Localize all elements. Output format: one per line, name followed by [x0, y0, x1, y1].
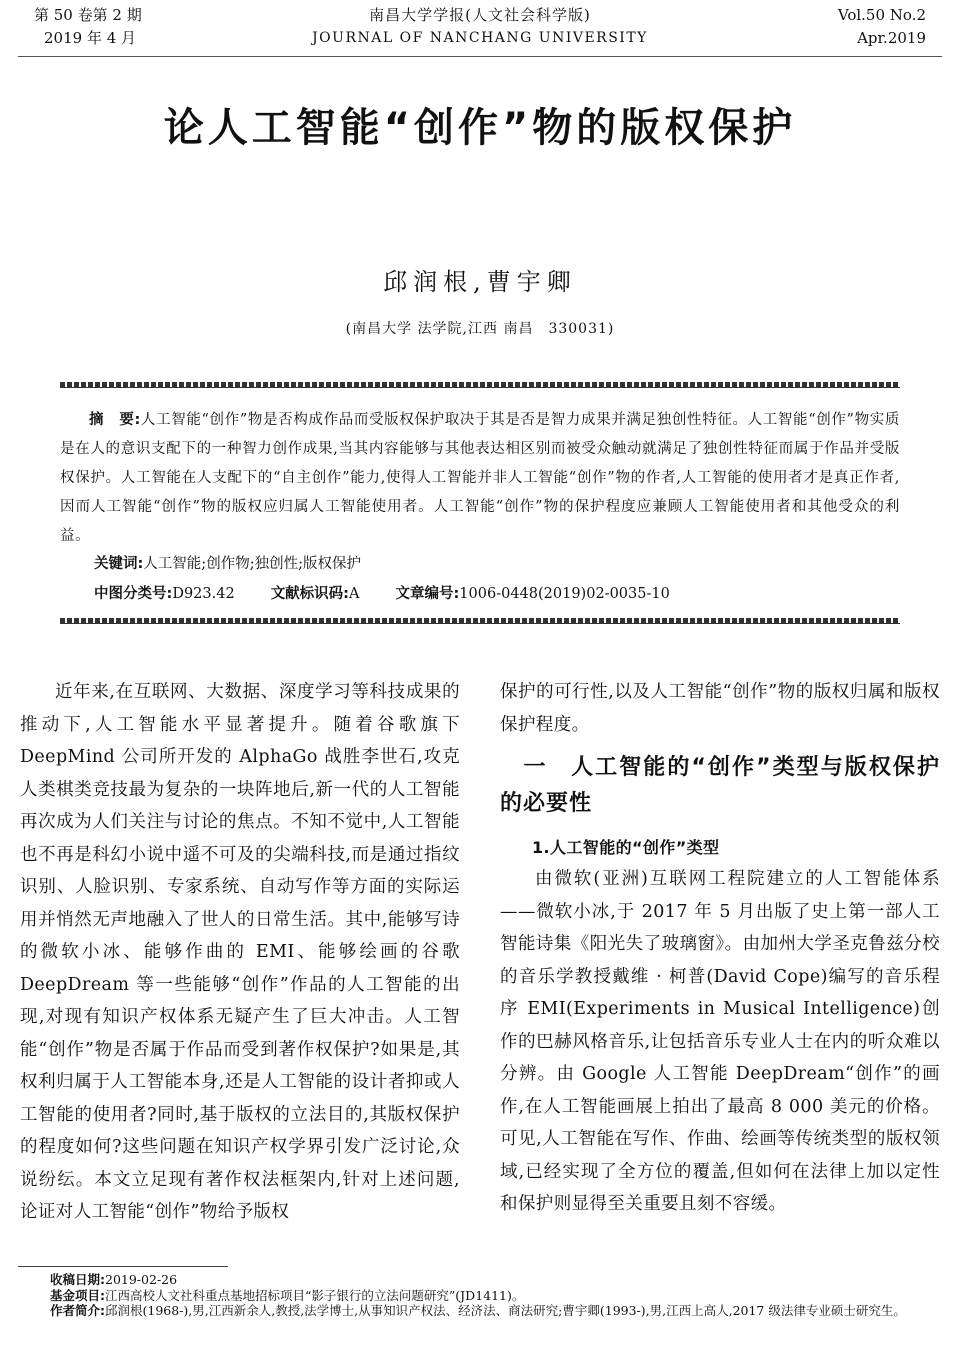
- abstract-top-divider: [60, 382, 900, 388]
- clc-label: 中图分类号:: [94, 586, 173, 602]
- doc-code-label: 文献标识码:: [270, 586, 349, 602]
- received-label: 收稿日期:: [50, 1272, 105, 1287]
- keywords-label: 关键词:: [94, 556, 144, 572]
- article-number-value: 1006-0448(2019)02-0035-10: [459, 586, 670, 602]
- section-number: 一: [523, 755, 547, 780]
- subsection-heading: 1.人工智能的“创作”类型: [532, 838, 720, 857]
- section-heading: [500, 750, 940, 822]
- abstract-label: 摘 要:: [89, 412, 141, 428]
- footnote-rule: [18, 1266, 228, 1267]
- header-rule: [18, 56, 942, 57]
- author-bio-label: 作者简介:: [50, 1303, 105, 1318]
- received-value: 2019-02-26: [105, 1272, 178, 1287]
- header-volume-en-block: [838, 4, 926, 50]
- subsection-paragraph: 由微软(亚洲)互联网工程院建立的人工智能体系——微软小冰,于 2017 年 5 月出版了史上第一部人工智能诗集《阳光失了玻璃窗》。由加州大学圣克鲁兹分校的音乐学教授戴维 · 柯普(David Cope)编写的音乐程序 EMI(Experiments in Musical Intelligence)创作的巴赫风格音乐,让包括音乐专业人士在内的听众难以分辨。由 Google 人工智能 DeepDream“创作”的画作,在人工智能画展上拍出了最高 8 000 美元的价格。可见,人工智能在写作、作曲、绘画等传统类型的版权领域,已经实现了全方位的覆盖,但如何在法律上加以定性和保护则显得至关重要且刻不容缓。: [500, 869, 940, 1214]
- abstract-bottom-divider: [60, 618, 900, 624]
- footnote-fund: [50, 1288, 950, 1304]
- footnote-received: [50, 1272, 950, 1288]
- header-date-en: Apr.2019: [857, 29, 926, 47]
- header-journal-cn: 南昌大学学报(人文社会科学版): [369, 6, 591, 24]
- fund-value: 江西高校人文社科重点基地招标项目“影子银行的立法问题研究”(JD1411)。: [105, 1287, 525, 1303]
- footnotes: [50, 1272, 950, 1319]
- header-volume-cn: 第 50 卷第 2 期: [34, 6, 142, 24]
- fund-label: 基金项目:: [50, 1287, 105, 1303]
- header-volume-en: Vol.50 No.2: [837, 6, 926, 24]
- header-journal-en: JOURNAL OF NANCHANG UNIVERSITY: [312, 30, 648, 46]
- doc-code-value: A: [349, 586, 360, 602]
- author-bio-value: 邱润根(1968-),男,江西新余人,教授,法学博士,从事知识产权法、经济法、商法研究;曹宇卿(1993-),男,江西上高人,2017 级法律专业硕士研究生。: [105, 1303, 906, 1318]
- keywords: [94, 552, 361, 576]
- header-journal-block: [0, 4, 960, 50]
- article-authors: 邱润根,曹宇卿: [383, 268, 577, 296]
- abstract-text: 人工智能“创作”物是否构成作品而受版权保护取决于其是否是智力成果并满足独创性特征。人工智能“创作”物实质是在人的意识支配下的一种智力创作成果,当其内容能够与其他表达相区别而被受众触动就满足了独创性特征而属于作品并受版权保护。人工智能在人支配下的“自主创作”能力,使得人工智能并非人工智能“创作”物的作者,人工智能的使用者才是真正作者,因而人工智能“创作”物的版权应归属人工智能使用者。人工智能“创作”物的保护程度应兼顾人工智能使用者和其他受众的利益。: [60, 412, 900, 544]
- body-right-column: [500, 676, 940, 1221]
- article-number-label: 文章编号:: [395, 586, 460, 602]
- body-left-column: [20, 676, 460, 1229]
- classification-line: [94, 582, 670, 606]
- header-date-cn: 2019 年 4 月: [44, 29, 137, 47]
- intro-paragraph-continued: 保护的可行性,以及人工智能“创作”物的版权归属和版权保护程度。: [500, 682, 940, 735]
- clc-value: D923.42: [172, 586, 235, 602]
- article-affiliation: (南昌大学 法学院,江西 南昌 330031): [345, 321, 615, 337]
- section-title: 人工智能的“创作”类型与版权保护的必要性: [500, 755, 940, 816]
- footnote-author: [50, 1303, 950, 1319]
- abstract: [60, 406, 900, 551]
- intro-paragraph: 近年来,在互联网、大数据、深度学习等科技成果的推动下,人工智能水平显著提升。随着谷歌旗下 DeepMind 公司所开发的 AlphaGo 战胜李世石,攻克人类棋类竞技最为复杂的一块阵地后,新一代的人工智能再次成为人们关注与讨论的焦点。不知不觉中,人工智能也不再是科幻小说中遥不可及的尖端科技,而是通过指纹识别、人脸识别、专家系统、自动写作等方面的实际运用并悄然无声地融入了世人的日常生活。其中,能够写诗的微软小冰、能够作曲的 EMI、能够绘画的谷歌 DeepDream 等一些能够“创作”作品的人工智能的出现,对现有知识产权体系无疑产生了巨大冲击。人工智能“创作”物是否属于作品而受到著作权保护?如果是,其权利归属于人工智能本身,还是人工智能的设计者抑或人工智能的使用者?同时,基于版权的立法目的,其版权保护的程度如何?这些问题在知识产权学界引发广泛讨论,众说纷纭。本文立足现有著作权法框架内,针对上述问题,论证对人工智能“创作”物给予版权: [20, 682, 460, 1222]
- keywords-text: 人工智能;创作物;独创性;版权保护: [143, 556, 361, 572]
- article-title: 论人工智能“创作”物的版权保护: [163, 105, 797, 151]
